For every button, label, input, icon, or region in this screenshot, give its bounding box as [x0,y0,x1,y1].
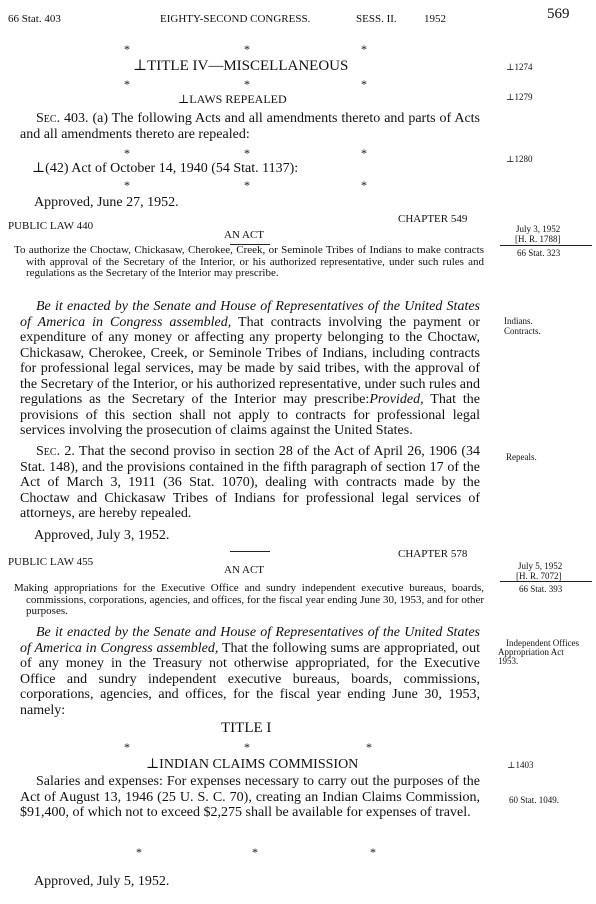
ellipsis-star: * [370,845,376,859]
ellipsis-star: * [124,740,130,754]
ellipsis-star: * [361,77,367,91]
act-summary-440 [14,245,484,280]
ellipsis-star: * [244,178,250,192]
ellipsis-star: * [244,42,250,56]
laws-repealed-heading [178,92,287,107]
item-42-text: (42) Act of October 14, 1940 (54 Stat. 1137): [45,161,299,176]
ellipsis-star: * [244,77,250,91]
margin-note-1274 [506,62,532,72]
indian-claims-paragraph [20,774,480,821]
margin-appropriation-act: Appropriation Act [498,647,564,657]
margin-independent-offices: Independent Offices [506,638,580,648]
note-number: 1279 [514,92,533,102]
summary-text: To authorize the Choctaw, Chickasaw, Cherokee, Creek, or Seminole Tribes of Indians to make contracts with approval of the Secretary of the Interior, or his authorized representative, under such rules and regulations as the Secretary of the Interior may prescribe. [14,244,484,279]
date-note-july-5: July 5, 1952 [518,561,563,571]
enacting-text: That contracts involving the payment or expenditure of any money or affecting any property belonging to the Choctaw, Chickasaw, Cherokee, Creek, or Seminole Tribes of Indians, including contracts for professional legal services, may be made by said tribes, with the approval of the Secretary of the Interior, or his authorized representative, under such rules and regulations as the Secretary of the Interior may prescribe: [20,314,481,407]
margin-divider [500,245,592,246]
note-mark: ⊥ [146,757,160,772]
ellipsis-star: * [124,146,130,160]
margin-indians: Indians. [504,316,533,326]
ellipsis-star: * [124,178,130,192]
title-iv-heading [133,59,348,74]
ellipsis-star: * [361,178,367,192]
margin-divider [500,581,592,582]
ellipsis-star: * [252,845,258,859]
enacting-clause-440 [20,299,480,439]
note-mark: ⊥ [32,161,46,176]
header-year: 1952 [424,13,446,25]
sec-2-paragraph [20,444,480,522]
enacting-clause-455 [20,625,480,718]
item-42 [32,161,298,176]
hr-note-7072: [H. R. 7072] [516,571,562,581]
an-act-label: AN ACT [224,229,265,241]
margin-note-1403 [507,760,533,770]
indian-claims-text: INDIAN CLAIMS COMMISSION [159,757,359,772]
indian-claims-heading [146,756,358,773]
ellipsis-star: * [136,845,142,859]
act-summary-455 [14,583,484,618]
ellipsis-star: * [244,146,250,160]
section-text: That the second proviso in section 28 of the Act of April 26, 1906 (34 Stat. 148), and the provisions contained in the fifth paragraph of section 17 of the Act of March 3, 1911 (36 Stat. 1070), dealing with contracts made by the Choctaw and Chickasaw Tribes of Indians for professional legal services of attorneys, are hereby repealed. [20,444,480,521]
provided-italic: Provided, [369,392,424,407]
note-mark: ⊥ [506,154,515,164]
enacting-italic: Be it enacted by the Senate and House of Representatives of the United States of America in Congress assembled, [20,299,480,330]
ellipsis-star: * [124,42,130,56]
note-number: 1280 [514,154,533,164]
date-note-july-3: July 3, 1952 [516,224,561,234]
laws-repealed-text: LAWS REPEALED [189,92,287,106]
title-iv-text: TITLE IV—MISCELLANEOUS [147,58,349,74]
margin-note-1280 [506,154,532,164]
header-stat-ref: 66 Stat. 403 [8,13,61,25]
note-mark: ⊥ [506,92,515,102]
ellipsis-star: * [361,42,367,56]
page-number: 569 [547,6,570,22]
note-mark: ⊥ [133,58,148,74]
margin-note-1279 [506,92,532,102]
enacting-text: That the following sums are appropriated, out of any money in the Treasury not otherwise appropriated, for the Executive Office and sundry independent executive bureaus, boards, commissions, corporations, agencies, and offices, for the fiscal year ending June 30, 1953, namely: [20,640,480,718]
approved-june-27: Approved, June 27, 1952. [34,195,179,210]
sec-403-paragraph [20,111,480,142]
stat-note-393: 66 Stat. 393 [519,584,563,594]
public-law-440: PUBLIC LAW 440 [8,220,94,232]
hr-note-1788: [H. R. 1788] [515,234,561,244]
ellipsis-star: * [124,77,130,91]
margin-contracts: Contracts. [504,326,541,336]
note-number: 1274 [514,62,533,72]
header-congress: EIGHTY-SECOND CONGRESS. [160,13,311,25]
ellipsis-star: * [361,146,367,160]
divider [230,551,270,552]
enacting-italic: Be it enacted by the Senate and House of Representatives of the United States of America in Congress assembled, [20,625,480,656]
section-text: 403. (a) The following Acts and all amendments thereto and parts of Acts and all amendments thereto are repealed: [20,111,480,142]
public-law-455: PUBLIC LAW 455 [8,556,94,568]
summary-text: Making appropriations for the Executive Office and sundry independent executive bureaus, boards, commissions, corporations, agencies, and offices, for the fiscal year ending June 30, 1953, and for other purposes. [14,582,484,617]
note-mark: ⊥ [506,62,515,72]
note-number: 1403 [515,760,534,770]
stat-note-323: 66 Stat. 323 [517,248,561,258]
provided-text: That the provisions of this section shall not apply to contracts for professional legal services involving the prosecution of claims against the United States. [20,392,480,438]
note-mark: ⊥ [507,760,516,770]
an-act-label: AN ACT [224,564,265,576]
margin-repeals: Repeals. [506,452,537,462]
title-i-heading: TITLE I [221,720,272,736]
margin-60-stat: 60 Stat. 1049. [509,795,560,805]
margin-1953: 1953. [498,656,519,666]
chapter-549: CHAPTER 549 [398,213,468,225]
header-session: SESS. II. [356,13,397,25]
section-label: Sec. [36,111,61,126]
ellipsis-star: * [366,740,372,754]
indian-claims-text-body: Salaries and expenses: For expenses necessary to carry out the purposes of the Act of August 13, 1946 (25 U. S. C. 70), creating an Indian Claims Commission, $91,400, of which not to exceed $2,275 shall be available for expenses of travel. [20,774,480,820]
ellipsis-star: * [244,740,250,754]
approved-july-5: Approved, July 5, 1952. [34,874,170,889]
approved-july-3: Approved, July 3, 1952. [34,528,170,543]
note-mark: ⊥ [178,92,190,106]
chapter-578: CHAPTER 578 [398,548,468,560]
section-label: Sec. 2. [36,444,75,459]
